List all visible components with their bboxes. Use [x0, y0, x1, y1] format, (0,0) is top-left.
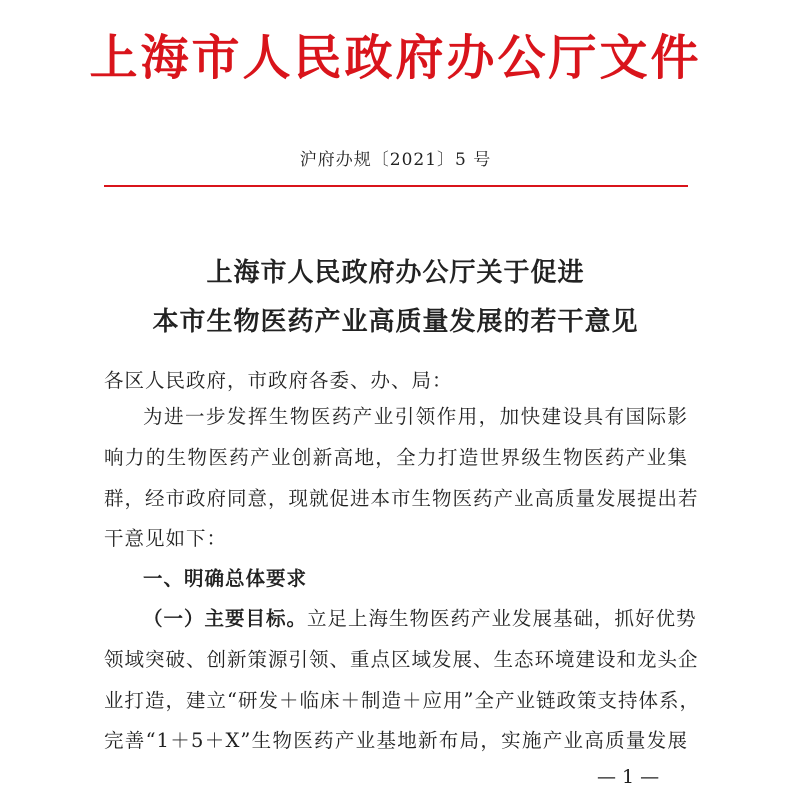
document-title-line-2: 本市生物医药产业高质量发展的若干意见 — [152, 307, 639, 337]
paragraph-2-line-1 — [143, 605, 697, 633]
document-number: 沪府办规〔2021〕5 号 — [299, 150, 492, 170]
paragraph-1-line-3: 群，经市政府同意，现就促进本市生物医药产业高质量发展提出若 — [104, 487, 699, 510]
section-1-heading: 一、明确总体要求 — [143, 567, 308, 590]
paragraph-2-line-3: 业打造，建立“研发＋临床＋制造＋应用”全产业链政策支持体系， — [104, 689, 700, 712]
paragraph-2-line-2: 领域突破、创新策源引领、重点区域发展、生态环境建设和龙头企 — [104, 648, 699, 671]
red-separator-rule — [104, 185, 688, 187]
paragraph-2-line-4: 完善“1＋5＋X”生物医药产业基地新布局，实施产业高质量发展 — [104, 729, 688, 752]
paragraph-1-line-1: 为进一步发挥生物医药产业引领作用，加快建设具有国际影 — [143, 405, 688, 428]
page-number: — 1 — — [597, 766, 660, 788]
paragraph-1-line-2: 响力的生物医药产业创新高地，全力打造世界级生物医药产业集 — [104, 446, 688, 469]
paragraph-2-lead: （一）主要目标。 — [143, 607, 308, 630]
salutation: 各区人民政府，市政府各委、办、局： — [104, 369, 453, 392]
paragraph-2-line-1-text: 立足上海生物医药产业发展基础，抓好优势 — [307, 607, 697, 630]
issuing-authority-header: 上海市人民政府办公厅文件 — [89, 30, 702, 86]
document-title-line-1: 上海市人民政府办公厅关于促进 — [206, 258, 585, 288]
paragraph-1-line-4: 干意见如下： — [104, 527, 228, 550]
